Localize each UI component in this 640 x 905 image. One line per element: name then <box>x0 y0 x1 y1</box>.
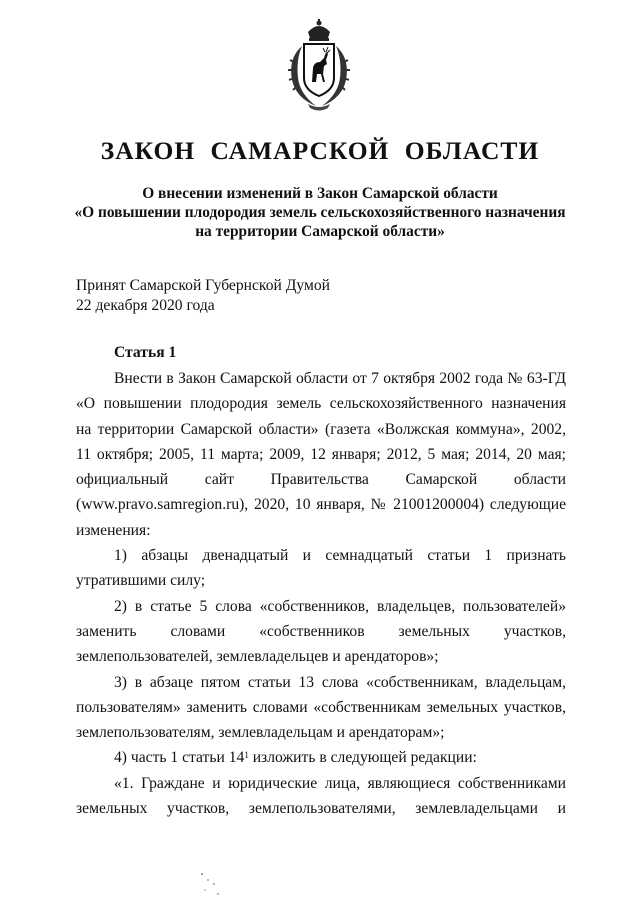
item4-text-end: изложить в следующей редакции: <box>248 749 477 767</box>
paragraph-line: «О повышении плодородия земель сельскохозяйственного назначения <box>76 395 566 413</box>
article-heading: Статья 1 <box>114 344 177 361</box>
quote-line: земельных участков, землепользователями, землевладельцами и <box>76 800 566 818</box>
quote-line: «1. Граждане и юридические лица, являющиеся собственниками <box>114 774 566 792</box>
item-line: землепользователям, землевладельцам и арендаторам»; <box>76 724 445 742</box>
paragraph-line: на территории Самарской области» (газета «Волжская коммуна», 2002, <box>76 420 566 438</box>
paragraph-line: изменения: <box>76 521 151 539</box>
paragraph-line: Внести в Закон Самарской области от 7 октября 2002 года № 63-ГД <box>114 370 566 387</box>
subtitle-line: «О повышении плодородия земель сельскохозяйственного назначения <box>74 204 566 221</box>
item4-superscript: 1 <box>244 750 249 761</box>
item-line: 2) в статье 5 слова «собственников, владельцев, пользователей» <box>114 597 566 615</box>
item-line: 1) абзацы двенадцатый и семнадцатый статьи 1 признать <box>114 547 566 565</box>
item-line: землепользователей, землевладельцев и арендаторов»; <box>76 648 439 666</box>
paragraph-line: (www.pravo.samregion.ru), 2020, 10 января, № 21001200004) следующие <box>76 496 566 514</box>
article-body <box>76 366 566 821</box>
adoption-info <box>76 276 330 316</box>
coat-of-arms-emblem <box>282 18 356 114</box>
item-line: утратившими силу; <box>76 572 206 590</box>
subtitle-line: О внесении изменений в Закон Самарской области <box>142 185 498 202</box>
adoption-date: 22 декабря 2020 года <box>76 297 215 314</box>
item-line: заменить словами «собственников земельных участков, <box>76 622 566 640</box>
law-subtitle <box>40 184 600 241</box>
paragraph-line: 11 октября; 2005, 11 марта; 2009, 12 января; 2012, 5 мая; 2014, 20 мая; <box>76 445 566 463</box>
item4-text: 4) часть 1 статьи 14 <box>114 749 245 767</box>
paragraph-line: официальный сайт Правительства Самарской области <box>76 471 566 489</box>
law-title: ЗАКОН САМАРСКОЙ ОБЛАСТИ <box>100 136 540 165</box>
item-line: пользователям» заменить словами «собственникам земельных участков, <box>76 698 566 716</box>
subtitle-line: на территории Самарской области» <box>195 223 445 240</box>
adoption-body: Принят Самарской Губернской Думой <box>76 277 330 294</box>
scan-specks <box>196 868 226 898</box>
item-line: 3) в абзаце пятом статьи 13 слова «собственникам, владельцам, <box>114 673 566 691</box>
item-line <box>76 745 566 770</box>
